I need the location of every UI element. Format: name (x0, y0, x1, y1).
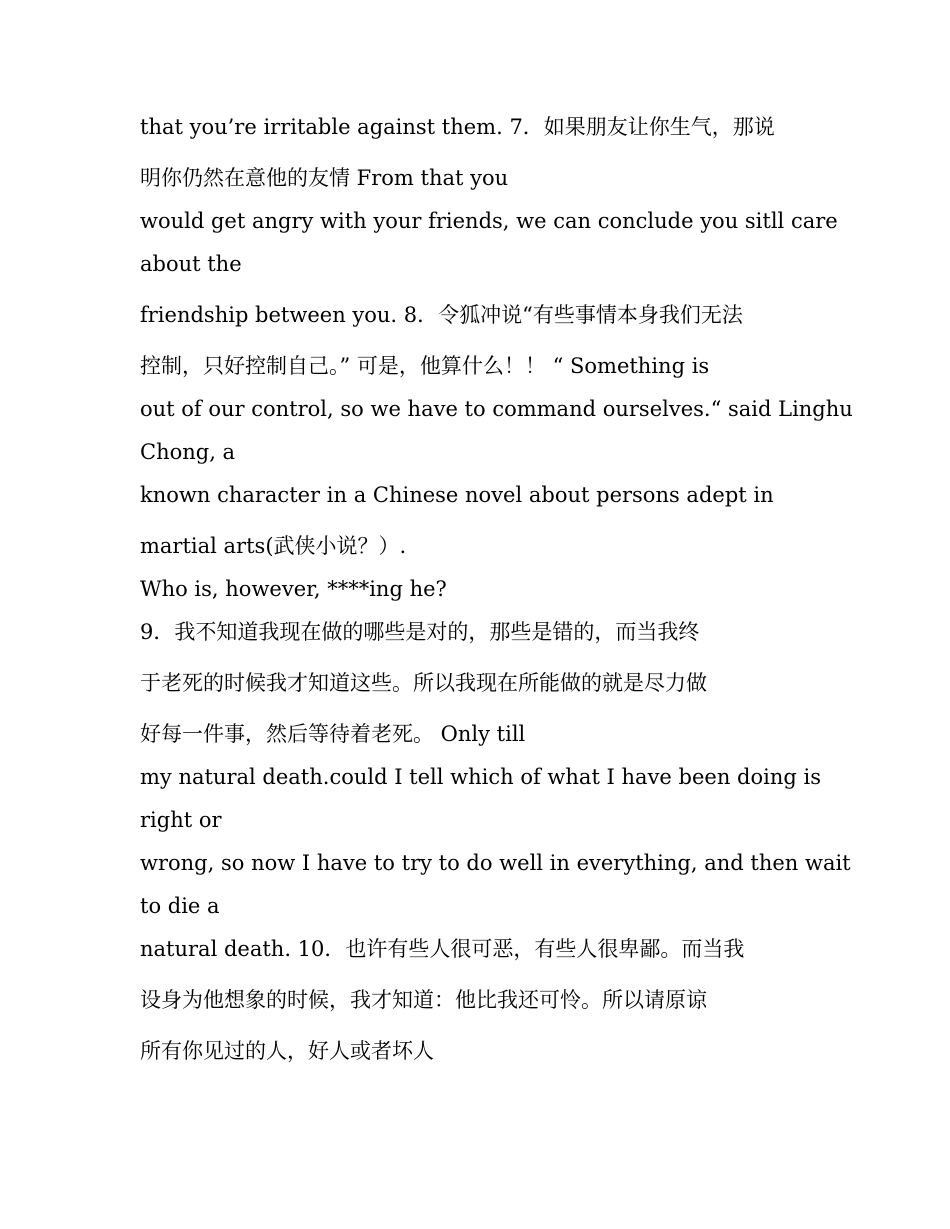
text-line: 控制，只好控制自己。” 可是，他算什么！！ “ Something is (140, 354, 710, 378)
text-line: wrong, so now I have to try to do well in everything, and then wait (140, 851, 851, 875)
text-line: Chong, a (140, 440, 236, 464)
text-line: right or (140, 808, 222, 832)
text-line: natural death. 10．也许有些人很可恶，有些人很卑鄙。而当我 (140, 937, 745, 961)
text-line: 所有你见过的人，好人或者坏人 (140, 1039, 434, 1063)
text-line: Who is, however, ****ing he? (140, 577, 447, 601)
text-line: that you’re irritable against them. 7．如果朋友让你生气，那说 (140, 115, 775, 139)
text-line: 于老死的时候我才知道这些。所以我现在所能做的就是尽力做 (140, 671, 707, 695)
text-line: 明你仍然在意他的友情 From that you (140, 166, 509, 190)
text-line: friendship between you. 8．令狐冲说“有些事情本身我们无法 (140, 303, 743, 327)
document-body (140, 112, 853, 1066)
text-line: 9．我不知道我现在做的哪些是对的，那些是错的，而当我终 (140, 620, 700, 644)
text-line: 好每一件事，然后等待着老死。 Only till (140, 722, 526, 746)
text-line: my natural death.could I tell which of what I have been doing is (140, 765, 821, 789)
text-line: to die a (140, 894, 220, 918)
text-line: 设身为他想象的时候，我才知道：他比我还可怜。所以请原谅 (140, 988, 707, 1012)
text-line: known character in a Chinese novel about persons adept in (140, 483, 774, 507)
text-line: about the (140, 252, 242, 276)
text-line: would get angry with your friends, we can conclude you sitll care (140, 209, 838, 233)
text-line: martial arts(武侠小说？）. (140, 534, 407, 558)
text-line: out of our control, so we have to command ourselves.“ said Linghu (140, 397, 853, 421)
